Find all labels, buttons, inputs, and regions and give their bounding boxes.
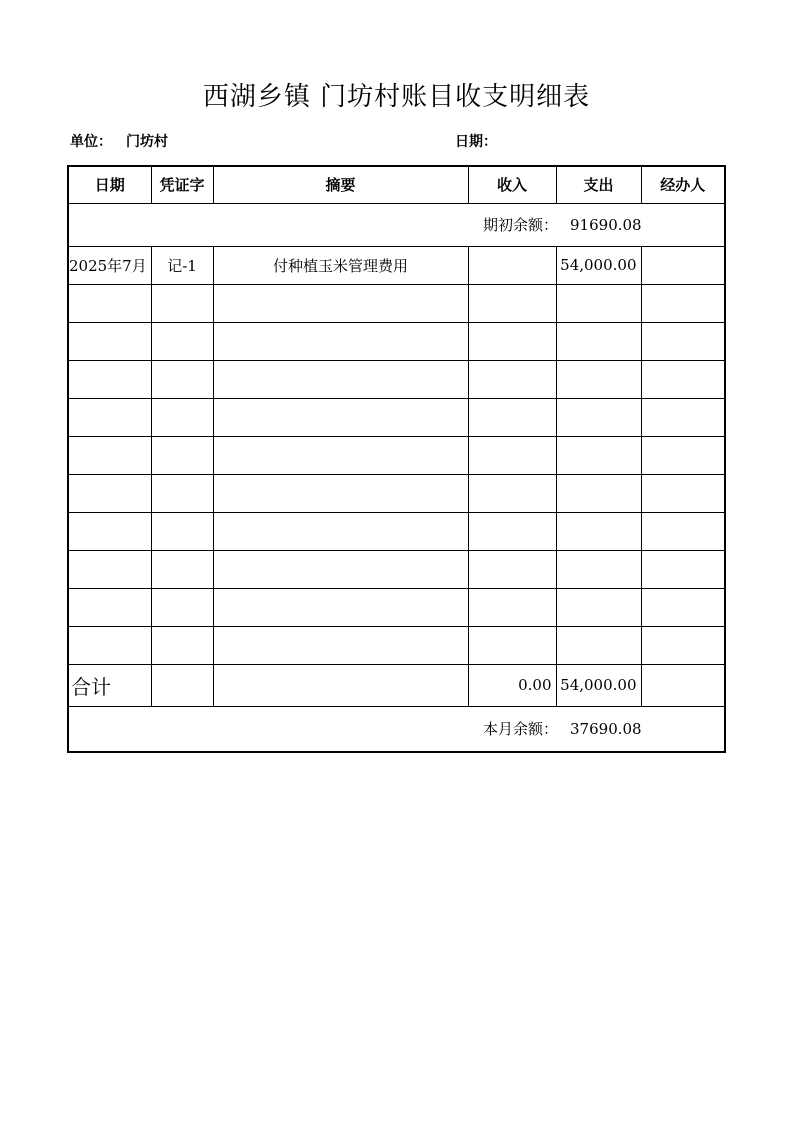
table-row <box>68 588 725 626</box>
cell-income <box>468 626 556 664</box>
cell-summary <box>213 322 468 360</box>
cell-date <box>68 322 151 360</box>
total-summary-cell <box>213 664 468 706</box>
cell-expense <box>556 550 641 588</box>
cell-expense <box>556 512 641 550</box>
cell-summary <box>213 436 468 474</box>
cell-summary <box>213 360 468 398</box>
opening-balance-value: 91690.08 <box>570 215 642 234</box>
ledger-table <box>67 165 726 753</box>
cell-expense <box>556 398 641 436</box>
cell-handler <box>641 588 725 626</box>
cell-income <box>468 246 556 284</box>
cell-voucher <box>151 474 213 512</box>
cell-income <box>468 474 556 512</box>
header-row <box>68 166 725 203</box>
cell-income <box>468 550 556 588</box>
date-field <box>455 131 507 151</box>
table-row <box>68 474 725 512</box>
cell-handler <box>641 550 725 588</box>
cell-date <box>68 550 151 588</box>
cell-income <box>468 512 556 550</box>
cell-voucher <box>151 398 213 436</box>
total-label: 合计 <box>68 664 151 706</box>
page-title: 西湖乡镇 门坊村账目收支明细表 <box>202 82 591 112</box>
cell-voucher <box>151 626 213 664</box>
cell-voucher <box>151 512 213 550</box>
cell-handler <box>641 360 725 398</box>
cell-summary <box>213 474 468 512</box>
cell-summary <box>213 284 468 322</box>
cell-income <box>468 436 556 474</box>
table-row <box>68 626 725 664</box>
cell-date <box>68 474 151 512</box>
cell-voucher <box>151 436 213 474</box>
closing-balance-cell <box>68 706 725 752</box>
col-header-expense: 支出 <box>556 166 641 203</box>
cell-date <box>68 626 151 664</box>
cell-voucher <box>151 360 213 398</box>
table-row <box>68 436 725 474</box>
cell-expense <box>556 588 641 626</box>
cell-date <box>68 398 151 436</box>
date-label: 日期： <box>455 134 497 150</box>
table-row <box>68 360 725 398</box>
opening-balance-label: 期初余额： <box>483 216 559 234</box>
total-income-cell: 0.00 <box>468 664 556 706</box>
cell-summary <box>213 398 468 436</box>
cell-expense <box>556 360 641 398</box>
cell-income <box>468 398 556 436</box>
cell-voucher <box>151 550 213 588</box>
cell-summary: 付种植玉米管理费用 <box>213 246 468 284</box>
cell-expense <box>556 284 641 322</box>
cell-handler <box>641 284 725 322</box>
cell-income <box>468 588 556 626</box>
col-header-date: 日期 <box>68 166 151 203</box>
col-header-handler: 经办人 <box>641 166 725 203</box>
opening-balance-cell <box>68 203 725 246</box>
cell-income <box>468 360 556 398</box>
cell-handler <box>641 474 725 512</box>
meta-row <box>67 131 724 151</box>
cell-voucher: 记-1 <box>151 246 213 284</box>
table-row <box>68 398 725 436</box>
cell-date <box>68 360 151 398</box>
total-expense-cell: 54,000.00 <box>556 664 641 706</box>
cell-handler <box>641 512 725 550</box>
col-header-voucher: 凭证字 <box>151 166 213 203</box>
table-row <box>68 284 725 322</box>
total-row <box>68 664 725 706</box>
table-row <box>68 550 725 588</box>
cell-expense <box>556 626 641 664</box>
cell-expense <box>556 474 641 512</box>
cell-voucher <box>151 322 213 360</box>
cell-summary <box>213 512 468 550</box>
col-header-summary: 摘要 <box>213 166 468 203</box>
cell-handler <box>641 436 725 474</box>
total-voucher-cell <box>151 664 213 706</box>
cell-voucher <box>151 284 213 322</box>
cell-voucher <box>151 588 213 626</box>
cell-date <box>68 512 151 550</box>
cell-expense <box>556 322 641 360</box>
unit-label: 单位： <box>70 134 112 150</box>
unit-value: 门坊村 <box>126 134 168 150</box>
cell-date <box>68 588 151 626</box>
opening-balance-row <box>68 203 725 246</box>
cell-date: 2025年7月 <box>68 246 151 284</box>
cell-expense: 54,000.00 <box>556 246 641 284</box>
cell-income <box>468 322 556 360</box>
cell-summary <box>213 550 468 588</box>
table-row <box>68 512 725 550</box>
cell-handler <box>641 626 725 664</box>
cell-handler <box>641 246 725 284</box>
cell-handler <box>641 398 725 436</box>
cell-expense <box>556 436 641 474</box>
cell-summary <box>213 588 468 626</box>
cell-income <box>468 284 556 322</box>
cell-date <box>68 284 151 322</box>
closing-balance-label: 本月余额： <box>483 720 559 739</box>
total-handler-cell <box>641 664 725 706</box>
closing-balance-row <box>68 706 725 752</box>
cell-summary <box>213 626 468 664</box>
table-row <box>68 322 725 360</box>
col-header-income: 收入 <box>468 166 556 203</box>
cell-date <box>68 436 151 474</box>
table-row <box>68 246 725 284</box>
cell-handler <box>641 322 725 360</box>
unit-field <box>70 131 168 151</box>
closing-balance-value: 37690.08 <box>570 719 642 738</box>
